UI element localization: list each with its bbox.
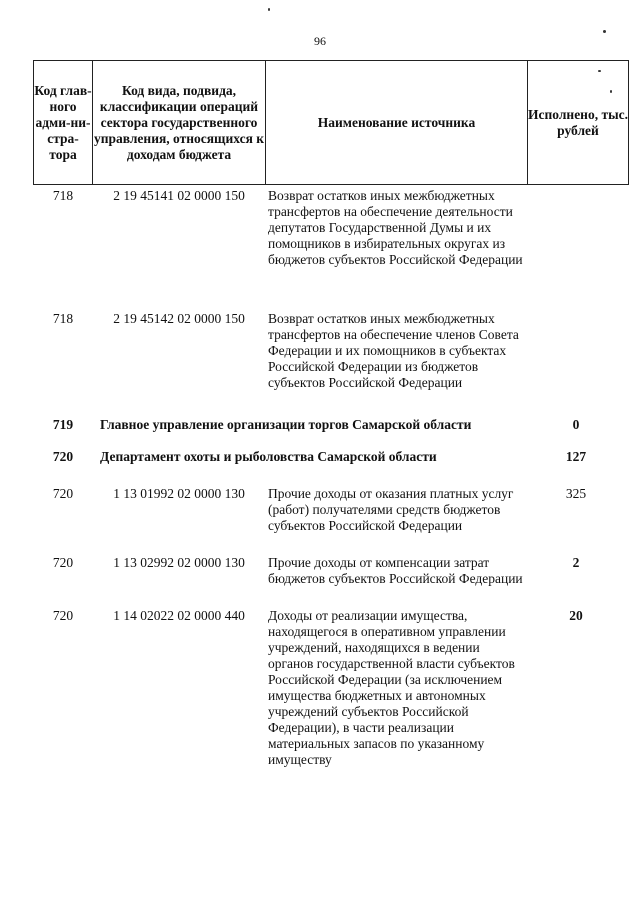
classification-code: 1 13 02992 02 0000 130	[113, 555, 245, 570]
source-name: Прочие доходы от оказания платных услуг (работ) получателями средств бюджетов субъектов Российской Федерации	[268, 486, 514, 533]
department-name: Департамент охоты и рыболовства Самарской области	[100, 449, 437, 464]
header-classification-code: Код вида, подвида, классификации операций сектора государственного управления, относящихся к доходам бюджета	[93, 61, 266, 185]
executed-amount: 0	[572, 417, 580, 432]
header-executed-amount: Исполнено, тыс. рублей	[528, 61, 629, 185]
executed-amount: 325	[565, 486, 587, 501]
scan-speck	[268, 8, 270, 11]
page-number: 96	[314, 34, 326, 48]
header-admin-code: Код глав-ного адми-ни-стра-тора	[34, 61, 93, 185]
source-name: Возврат остатков иных межбюджетных трансфертов на обеспечение членов Совета Федерации и их помощников в субъектах Российской Федерации из бюджетов субъектов Российской Федерации	[268, 311, 519, 390]
header-source-name: Наименование источника	[266, 61, 528, 185]
table-header	[33, 60, 629, 185]
admin-code: 720	[52, 449, 74, 464]
executed-amount: 20	[569, 608, 583, 623]
source-name: Прочие доходы от компенсации затрат бюджетов субъектов Российской Федерации	[268, 555, 523, 586]
source-name: Доходы от реализации имущества, находящегося в оперативном управлении учреждений, находящихся в ведении органов государственной власти субъектов Российской Федерации (за исключением имущества бюджетных и автономных учреждений субъектов Российской Федерации), в части реализации материальных запасов по указанному имуществу	[268, 608, 515, 767]
scan-speck	[598, 70, 601, 72]
admin-code: 718	[52, 188, 74, 203]
classification-code: 2 19 45141 02 0000 150	[113, 188, 245, 203]
executed-amount: 127	[565, 449, 587, 464]
admin-code: 720	[52, 555, 74, 570]
department-name: Главное управление организации торгов Самарской области	[100, 417, 472, 432]
admin-code: 719	[52, 417, 74, 432]
admin-code: 718	[52, 311, 74, 326]
classification-code: 1 13 01992 02 0000 130	[113, 486, 245, 501]
executed-amount: 2	[572, 555, 580, 570]
classification-code: 1 14 02022 02 0000 440	[113, 608, 245, 623]
admin-code: 720	[52, 486, 74, 501]
admin-code: 720	[52, 608, 74, 623]
source-name: Возврат остатков иных межбюджетных трансфертов на обеспечение деятельности депутатов Государственной Думы и их помощников в избирательных округах из бюджетов субъектов Российской Федерации	[268, 188, 523, 267]
scan-speck	[603, 30, 606, 33]
scan-speck	[610, 90, 612, 93]
classification-code: 2 19 45142 02 0000 150	[113, 311, 245, 326]
